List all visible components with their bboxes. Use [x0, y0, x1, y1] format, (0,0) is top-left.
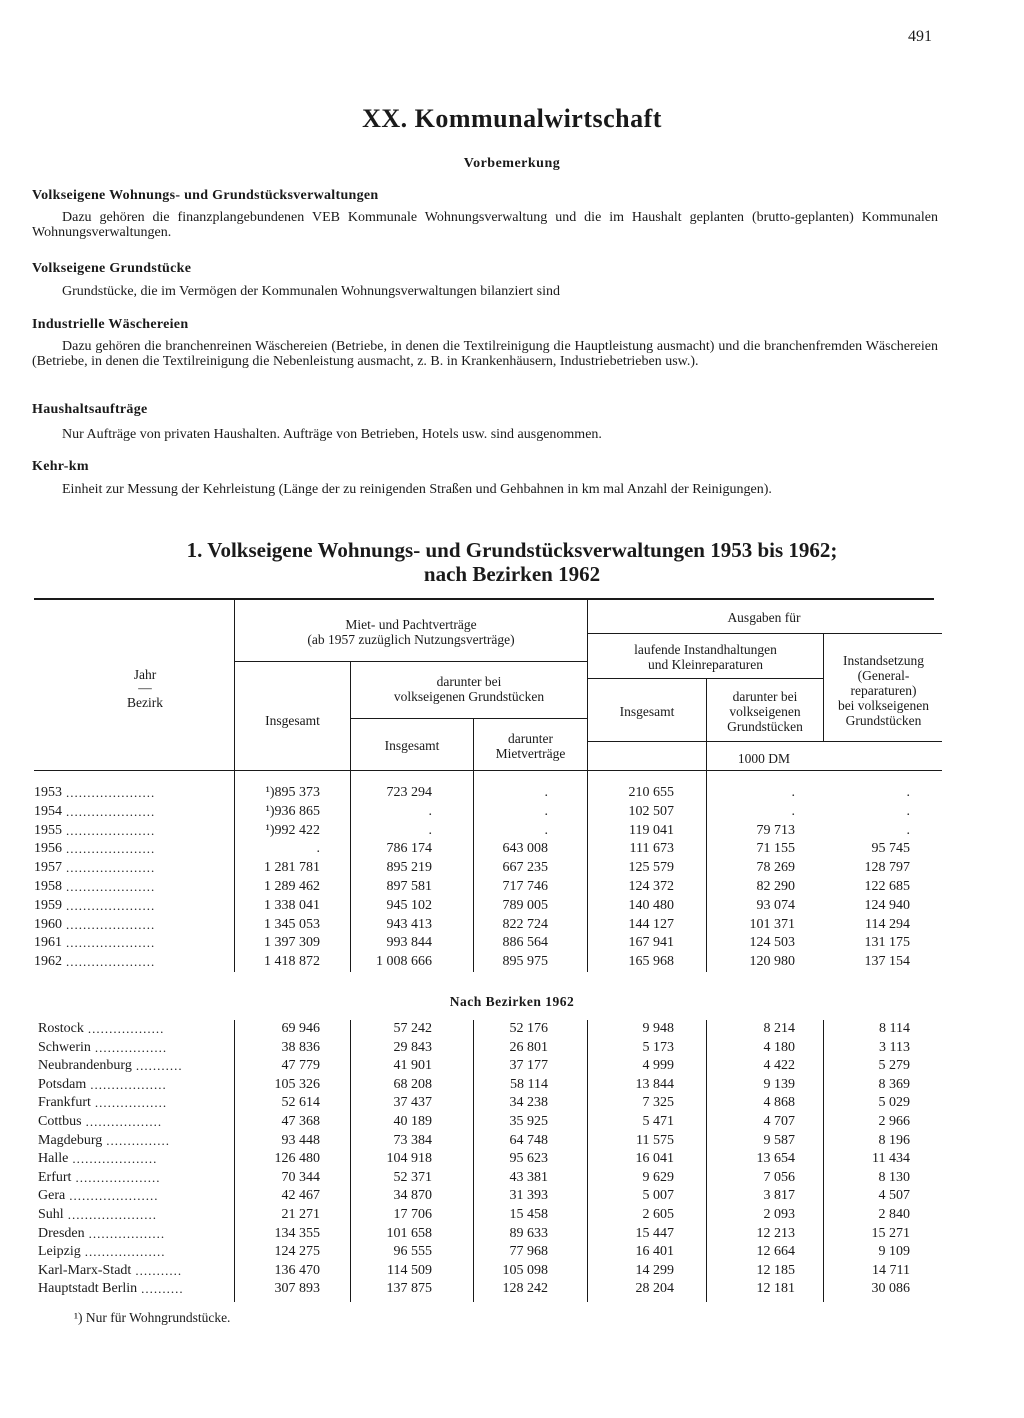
cell-value: 43 381 — [509, 1169, 548, 1185]
cell-value: 3 817 — [763, 1188, 795, 1204]
cell-value: 1 289 462 — [264, 879, 320, 894]
leader-dots: ..................... — [66, 879, 156, 894]
cell-value: 2 093 — [763, 1207, 795, 1222]
cell-value: . — [791, 785, 795, 800]
cell-value: 102 507 — [628, 803, 674, 819]
cell-value: 114 509 — [387, 1262, 432, 1278]
row-label: Karl-Marx-Stadt — [38, 1262, 132, 1278]
cell-value: 26 801 — [509, 1039, 548, 1055]
cell-value: 167 941 — [628, 935, 674, 951]
leader-dots: ..................... — [66, 785, 156, 800]
stub-header-jahr: Jahr — [133, 667, 157, 682]
cell-value: ¹)936 865 — [265, 803, 320, 819]
leader-dots: ..................... — [66, 916, 156, 932]
header-rule — [350, 718, 587, 719]
instand-header-line4: bei volkseigenen — [837, 698, 930, 713]
section-heading: Nach Bezirken 1962 — [449, 994, 575, 1009]
cell-value: 1 418 872 — [264, 954, 320, 970]
cell-value: 34 238 — [509, 1095, 548, 1111]
cell-value: 4 422 — [763, 1058, 795, 1074]
instand-header: Instandsetzung — [843, 653, 924, 668]
leader-dots: ..................... — [66, 897, 156, 913]
row-label: Potsdam — [38, 1076, 87, 1092]
row-label: Schwerin — [38, 1039, 91, 1055]
cell-value: 9 587 — [763, 1132, 795, 1148]
cell-value: 8 369 — [878, 1076, 910, 1092]
leader-dots: ..................... — [69, 1188, 159, 1204]
cell-value: 93 074 — [756, 897, 795, 913]
cell-value: 114 294 — [865, 916, 910, 932]
cell-value: 122 685 — [864, 879, 910, 894]
table-row — [0, 1244, 1024, 1262]
cell-value: 165 968 — [628, 954, 674, 970]
row-label: Hauptstadt Berlin — [38, 1281, 138, 1297]
instand-header-line2: (General- — [857, 668, 910, 683]
stub-header-dash: — — [138, 680, 152, 695]
leader-dots: ............... — [106, 1132, 171, 1148]
cell-value: 69 946 — [281, 1021, 320, 1036]
leader-dots: ..................... — [66, 841, 156, 857]
cell-value: 7 056 — [763, 1169, 795, 1185]
cell-value: 104 918 — [386, 1151, 432, 1167]
cell-value: . — [428, 822, 432, 838]
cell-value: 58 114 — [510, 1076, 548, 1092]
table-row — [0, 1170, 1024, 1188]
cell-value: . — [906, 822, 910, 838]
row-label: Leipzig — [38, 1244, 81, 1260]
laufende-header-line2: und Kleinreparaturen — [647, 657, 764, 672]
cell-value: 125 579 — [628, 860, 674, 876]
table-row — [0, 823, 1024, 841]
row-label: Cottbus — [38, 1114, 82, 1129]
cell-value: 5 029 — [878, 1095, 910, 1111]
cell-value: 9 948 — [642, 1021, 674, 1036]
leader-dots: .......... — [141, 1281, 184, 1297]
table-row — [0, 860, 1024, 878]
cell-value: 14 711 — [872, 1262, 910, 1278]
cell-value: 47 368 — [281, 1114, 320, 1129]
unit-header: 1000 DM — [737, 751, 791, 766]
cell-value: 12 213 — [756, 1225, 795, 1241]
cell-value: 131 175 — [864, 935, 910, 951]
cell-value: 8 114 — [879, 1021, 910, 1036]
cell-value: . — [544, 785, 548, 800]
cell-value: 137 875 — [386, 1281, 432, 1297]
cell-value: 7 325 — [642, 1095, 674, 1111]
cell-value: 126 480 — [274, 1151, 320, 1167]
cell-value: 2 840 — [878, 1207, 910, 1222]
preamble-heading: Vorbemerkung — [463, 156, 561, 171]
cell-value: 822 724 — [502, 916, 548, 932]
row-label: Rostock — [38, 1021, 84, 1036]
leader-dots: ..................... — [66, 954, 156, 970]
cell-value: 11 434 — [872, 1151, 910, 1167]
row-label: Magdeburg — [38, 1132, 103, 1148]
table-row — [0, 1188, 1024, 1206]
table-row — [0, 1114, 1024, 1132]
row-label: 1961 — [34, 935, 62, 951]
table-row — [0, 1133, 1024, 1151]
cell-value: . — [791, 803, 795, 819]
cell-value: 943 413 — [386, 916, 432, 932]
header-rule — [587, 741, 942, 742]
definition-text: Dazu gehören die branchenreinen Wäschereien (Betriebe, in denen die Textilreinigung die Hauptleistung ausmacht) und die branchenfremden Wäschereien (Betriebe, in denen die Textilreinigung die Nebenleistung ausmacht, z. B. in Krankenhäusern, Industriebetrieben usw.). — [32, 339, 938, 369]
cell-value: 9 139 — [763, 1076, 795, 1092]
cell-value: 2 966 — [878, 1114, 910, 1129]
col-darunter-header: darunter — [508, 731, 553, 746]
leader-dots: ..................... — [66, 822, 156, 838]
cell-value: 5 173 — [642, 1039, 674, 1055]
table-row — [0, 879, 1024, 897]
row-label: Gera — [38, 1188, 66, 1204]
row-label: Neubrandenburg — [38, 1058, 132, 1074]
leader-dots: ................... — [84, 1244, 166, 1260]
cell-value: 886 564 — [502, 935, 548, 951]
cell-value: 895 975 — [502, 954, 548, 970]
cell-value: 29 843 — [393, 1039, 432, 1055]
cell-value: 128 797 — [864, 860, 910, 876]
cell-value: ¹)992 422 — [265, 822, 320, 838]
table-row — [0, 898, 1024, 916]
cell-value: 105 326 — [274, 1076, 320, 1092]
col-vg-insgesamt-header: Insgesamt — [384, 738, 440, 753]
definition-term: Industrielle Wäschereien — [32, 317, 189, 332]
lauf-darunter-header-line3: Grundstücken — [727, 719, 803, 734]
lauf-insgesamt-header: Insgesamt — [619, 704, 675, 719]
table-row — [0, 1021, 1024, 1039]
leader-dots: .................. — [85, 1114, 163, 1129]
cell-value: 34 870 — [393, 1188, 432, 1204]
cell-value: 21 271 — [281, 1207, 320, 1222]
instand-header-line3: reparaturen) — [850, 683, 917, 698]
cell-value: 14 299 — [635, 1262, 674, 1278]
lauf-darunter-header: darunter bei — [732, 689, 798, 704]
cell-value: . — [544, 822, 548, 838]
cell-value: ¹)895 373 — [265, 785, 320, 800]
row-label: 1956 — [34, 841, 62, 857]
cell-value: 124 940 — [864, 897, 910, 913]
row-label: 1959 — [34, 897, 62, 913]
row-label: 1955 — [34, 822, 62, 838]
row-label: 1954 — [34, 803, 62, 819]
miet-group-header: Miet- und Pachtverträge — [345, 617, 477, 632]
cell-value: 2 605 — [642, 1207, 674, 1222]
cell-value: 95 623 — [509, 1151, 548, 1167]
table-row — [0, 841, 1024, 859]
definition-text: Einheit zur Messung der Kehrleistung (Länge der zu reinigenden Straßen und Gehbahnen in km mal Anzahl der Reinigungen). — [62, 482, 772, 497]
cell-value: 12 664 — [756, 1244, 795, 1260]
col-mietvertraege-header: Mietverträge — [495, 746, 566, 761]
cell-value: 15 271 — [871, 1225, 910, 1241]
leader-dots: ..................... — [67, 1207, 157, 1222]
leader-dots: ................. — [94, 1039, 168, 1055]
table-row — [0, 1263, 1024, 1281]
cell-value: 35 925 — [509, 1114, 548, 1129]
ausgaben-group-header: Ausgaben für — [727, 610, 801, 625]
cell-value: 28 204 — [635, 1281, 674, 1297]
row-label: 1953 — [34, 785, 62, 800]
cell-value: 140 480 — [628, 897, 674, 913]
cell-value: 124 372 — [628, 879, 674, 894]
cell-value: 64 748 — [509, 1132, 548, 1148]
header-rule — [234, 661, 587, 662]
cell-value: 1 281 781 — [264, 860, 320, 876]
cell-value: 37 177 — [509, 1058, 548, 1074]
definition-text: Dazu gehören die finanzplangebundenen VEB Kommunale Wohnungsverwaltung und die im Haushalt geplanten (brutto-geplanten) Kommunalen Wohnungsverwaltungen. — [32, 210, 938, 240]
col-volkseigen-header: volkseigenen Grundstücken — [393, 689, 545, 704]
table-row — [0, 1281, 1024, 1299]
cell-value: 1 345 053 — [264, 916, 320, 932]
row-label: Suhl — [38, 1207, 64, 1222]
cell-value: 643 008 — [502, 841, 548, 857]
cell-value: 111 673 — [629, 841, 674, 857]
cell-value: 70 344 — [281, 1169, 320, 1185]
definition-term: Volkseigene Wohnungs- und Grundstücksverwaltungen — [32, 188, 379, 203]
miet-group-subheader: (ab 1957 zuzüglich Nutzungsverträge) — [307, 632, 515, 647]
table-row — [0, 785, 1024, 803]
cell-value: 4 180 — [763, 1039, 795, 1055]
cell-value: 136 470 — [274, 1262, 320, 1278]
cell-value: 667 235 — [502, 860, 548, 876]
cell-value: 4 507 — [878, 1188, 910, 1204]
leader-dots: ..................... — [66, 860, 156, 876]
cell-value: 993 844 — [386, 935, 432, 951]
header-rule — [587, 678, 824, 679]
cell-value: 79 713 — [756, 822, 795, 838]
cell-value: 8 196 — [878, 1132, 910, 1148]
cell-value: 120 980 — [749, 954, 795, 970]
cell-value: 105 098 — [502, 1262, 548, 1278]
cell-value: 16 041 — [635, 1151, 674, 1167]
stub-header-bezirk: Bezirk — [127, 695, 163, 710]
table-row — [0, 1058, 1024, 1076]
leader-dots: .................. — [90, 1076, 167, 1092]
table-row — [0, 1207, 1024, 1225]
table-subtitle: nach Bezirken 1962 — [423, 562, 601, 586]
cell-value: 57 242 — [393, 1021, 432, 1036]
cell-value: . — [906, 785, 910, 800]
laufende-header: laufende Instandhaltungen — [634, 642, 777, 657]
table-row — [0, 804, 1024, 822]
table-row — [0, 1226, 1024, 1244]
cell-value: 8 214 — [763, 1021, 795, 1036]
row-label: Dresden — [38, 1225, 85, 1241]
leader-dots: ..................... — [66, 935, 156, 951]
cell-value: 37 437 — [393, 1095, 432, 1111]
row-label: Halle — [38, 1151, 69, 1167]
row-label: 1962 — [34, 954, 62, 970]
cell-value: 82 290 — [756, 879, 795, 894]
row-label: 1960 — [34, 916, 62, 932]
cell-value: 41 901 — [393, 1058, 432, 1074]
definition-text: Nur Aufträge von privaten Haushalten. Aufträge von Betrieben, Hotels usw. sind ausgenommen. — [62, 427, 602, 442]
cell-value: 42 467 — [281, 1188, 320, 1204]
leader-dots: ........... — [135, 1262, 183, 1278]
cell-value: 17 706 — [393, 1207, 432, 1222]
cell-value: 897 581 — [386, 879, 432, 894]
cell-value: 101 371 — [749, 916, 795, 932]
definition-term: Haushaltsaufträge — [32, 402, 148, 417]
table-row — [0, 917, 1024, 935]
cell-value: 4 999 — [642, 1058, 674, 1074]
col-insgesamt-header: Insgesamt — [265, 713, 320, 728]
table-row — [0, 1095, 1024, 1113]
cell-value: 5 279 — [878, 1058, 910, 1074]
cell-value: . — [428, 803, 432, 819]
table-row — [0, 935, 1024, 953]
cell-value: 12 185 — [756, 1262, 795, 1278]
cell-value: 128 242 — [502, 1281, 548, 1297]
definition-text: Grundstücke, die im Vermögen der Kommunalen Wohnungsverwaltungen bilanziert sind — [62, 284, 560, 299]
cell-value: 1 397 309 — [264, 935, 320, 951]
leader-dots: ................. — [94, 1095, 168, 1111]
cell-value: 717 746 — [502, 879, 548, 894]
cell-value: 96 555 — [393, 1244, 432, 1260]
column-rule — [823, 634, 824, 741]
cell-value: 119 041 — [629, 822, 674, 838]
cell-value: 13 844 — [635, 1076, 674, 1092]
cell-value: 95 745 — [871, 841, 910, 857]
chapter-title: XX. Kommunalwirtschaft — [362, 104, 662, 133]
header-rule — [587, 633, 942, 634]
cell-value: 47 779 — [281, 1058, 320, 1074]
cell-value: 52 371 — [393, 1169, 432, 1185]
leader-dots: .................... — [75, 1169, 161, 1185]
definition-term: Volkseigene Grundstücke — [32, 261, 192, 276]
cell-value: 15 458 — [509, 1207, 548, 1222]
cell-value: . — [316, 841, 320, 857]
cell-value: 77 968 — [509, 1244, 548, 1260]
cell-value: 134 355 — [274, 1225, 320, 1241]
cell-value: 895 219 — [386, 860, 432, 876]
table-top-rule — [34, 598, 934, 600]
cell-value: 786 174 — [386, 841, 432, 857]
cell-value: 73 384 — [393, 1132, 432, 1148]
table-row — [0, 1077, 1024, 1095]
cell-value: 4 868 — [763, 1095, 795, 1111]
cell-value: 789 005 — [502, 897, 548, 913]
cell-value: 52 614 — [281, 1095, 320, 1111]
cell-value: 89 633 — [509, 1225, 548, 1241]
leader-dots: ........... — [135, 1058, 183, 1074]
cell-value: 210 655 — [628, 785, 674, 800]
cell-value: 93 448 — [281, 1132, 320, 1148]
cell-value: 1 338 041 — [264, 897, 320, 913]
leader-dots: .................. — [87, 1021, 165, 1036]
row-label: Erfurt — [38, 1169, 72, 1185]
cell-value: 12 181 — [756, 1281, 795, 1297]
cell-value: 31 393 — [509, 1188, 548, 1204]
row-label: 1958 — [34, 879, 62, 894]
cell-value: 137 154 — [864, 954, 910, 970]
cell-value: 5 007 — [642, 1188, 674, 1204]
cell-value: 124 503 — [749, 935, 795, 951]
cell-value: 4 707 — [763, 1114, 795, 1129]
table-row — [0, 1151, 1024, 1169]
cell-value: 9 109 — [878, 1244, 910, 1260]
cell-value: 101 658 — [386, 1225, 432, 1241]
cell-value: 30 086 — [871, 1281, 910, 1297]
cell-value: 124 275 — [274, 1244, 320, 1260]
cell-value: 40 189 — [393, 1114, 432, 1129]
cell-value: 144 127 — [628, 916, 674, 932]
cell-value: 307 893 — [274, 1281, 320, 1297]
cell-value: 5 471 — [642, 1114, 674, 1129]
page-number: 491 — [908, 28, 932, 45]
cell-value: 8 130 — [878, 1169, 910, 1185]
cell-value: 71 155 — [756, 841, 795, 857]
cell-value: 15 447 — [635, 1225, 674, 1241]
cell-value: . — [544, 803, 548, 819]
row-label: 1957 — [34, 860, 62, 876]
cell-value: 78 269 — [756, 860, 795, 876]
leader-dots: .................... — [72, 1151, 158, 1167]
lauf-darunter-header-line2: volkseigenen — [729, 704, 801, 719]
cell-value: 3 113 — [879, 1039, 910, 1055]
cell-value: 1 008 666 — [376, 954, 432, 970]
table-title: 1. Volkseigene Wohnungs- und Grundstücksverwaltungen 1953 bis 1962; — [186, 538, 838, 562]
leader-dots: .................. — [88, 1225, 166, 1241]
cell-value: 945 102 — [386, 897, 432, 913]
cell-value: 52 176 — [509, 1021, 548, 1036]
cell-value: 723 294 — [386, 785, 432, 800]
table-row — [0, 954, 1024, 972]
cell-value: 9 629 — [642, 1169, 674, 1185]
leader-dots: ..................... — [66, 803, 156, 819]
cell-value: 16 401 — [635, 1244, 674, 1260]
instand-header-line5: Grundstücken — [845, 713, 922, 728]
footnote: ¹) Nur für Wohngrundstücke. — [74, 1310, 231, 1325]
header-bottom-rule — [34, 770, 942, 771]
cell-value: 11 575 — [636, 1132, 674, 1148]
row-label: Frankfurt — [38, 1095, 91, 1111]
definition-term: Kehr-km — [32, 459, 89, 474]
cell-value: 13 654 — [756, 1151, 795, 1167]
cell-value: . — [906, 803, 910, 819]
cell-value: 38 836 — [281, 1039, 320, 1055]
table-row — [0, 1040, 1024, 1058]
cell-value: 68 208 — [393, 1076, 432, 1092]
col-darunter-bei-header: darunter bei — [436, 674, 502, 689]
